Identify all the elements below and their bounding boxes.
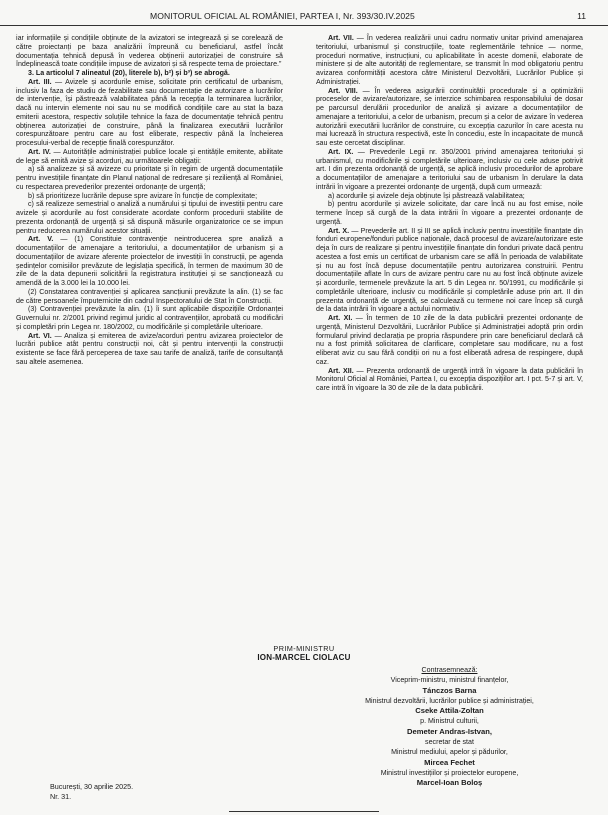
footer-divider: [229, 811, 379, 812]
paragraph: (3) Contravenției prevăzute la alin. (1) îi sunt aplicabile dispozițiile Ordonanței Guvernului nr. 2/2001 privind regimul juridic al contravențiilor, aprobată cu modificări și completări prin Legea nr. 180/2002, cu modificările și completările ulterioare.: [16, 305, 283, 331]
list-item: a) acordurile și avizele deja obținute își păstrează valabilitatea;: [328, 191, 525, 200]
article-xii: Art. XII. — Prezenta ordonanță de urgență intră în vigoare la data publicării în Monitorul Oficial al României, Partea I, cu excepția dispozițiilor art. I pct. 5-7 și art. V, care intră în vigoare la 30 de zile de la data publicării.: [316, 366, 583, 392]
article-xi: Art. XI. — În termen de 10 zile de la data publicării prezentei ordonanțe de urgență, Ministerul Dezvoltării, Lucrărilor Publice și Administrației adoptă prin ordin formularul privind declarația pe propria răspundere prin care beneficiarul declară că nu a fost primită solicitarea de clarificare, completare sau modificare, nu a fost eliberat aviz cu sau fără condiții ori nu a fost eliberată adresa de respingere, după caz.: [316, 314, 583, 366]
place-date-block: [50, 782, 133, 802]
left-column: [16, 34, 283, 367]
article-x: Art. X. — Prevederile art. II și III se aplică inclusiv pentru investițiile finanțate din fonduri europene/fonduri publice naționale, dacă procesul de avizare/autorizare este deja în curs de realizare și pentru investițiile finanțate din fonduri private dacă pentru acestea a fost emis un certificat de urbanism care se află în perioada de valabilitate și nu au fost încă depuse documentațiile pentru autorizarea construirii. Pentru documentațiile aflate în curs de avizare pentru care nu au fost încă obținute avizele și acordurile, termenele prevăzute la art. 5 din Legea nr. 50/1991, cu modificările și completările ulterioare, inclusiv cu modificările și completările aduse prin art. II din prezenta ordonanță de urgență, se calculează cu termene noi care încep să curgă de la data intrării în vigoare a actului normativ.: [316, 226, 584, 314]
amendment-point: 3. La articolul 7 alineatul (20), literele b), b²) și b³) se abrogă.: [28, 69, 230, 77]
article-vii: Art. VII. — În vederea realizării unui cadru normativ unitar privind amenajarea teritoriului, urbanismul și construcțiile, toate reglementările tehnice — norme, proceduri normative, instrucțiuni, cu aplicabilitate în aceste domenii, elaborate de ministere și de alte autorități de reglementare, se transmit în mod obligatoriu pentru avizarea conformității acestora către Ministerul Dezvoltării, Lucrărilor Publice și Administrației.: [316, 34, 583, 86]
paragraph: iar informațiile și condițiile obținute de la avizatori se integrează și se corelează de către proiectanți pe baza analizării împreună cu beneficiarul, astfel încât documentația tehnică depusă în vederea obținerii autorizației de construire să îndeplinească toate condițiile impuse de avizatori și să respecte tema de proiectare.”: [16, 34, 283, 69]
signer-role: secretar de stat: [425, 738, 474, 747]
paragraph: (2) Constatarea contravenției și aplicarea sancțiunii prevăzute la alin. (1) se fac de către persoanele împuternicite din cadrul Inspectoratului de Stat în Construcții.: [16, 287, 283, 305]
article-iv: Art. IV. — Autoritățile administrației publice locale și entitățile emitente, abilitate de lege să emită avize și acorduri, au următoarele obligații:: [16, 147, 283, 165]
signer-role: Ministrul investițiilor și proiectelor europene,: [380, 768, 519, 777]
signer-name: Mircea Fechet: [424, 757, 475, 767]
article-vi: Art. VI. — Analiza și emiterea de avize/acorduri pentru avizarea proiectelor de lucrări publice atât pentru construcții noi, cât și pentru intervenții la construcții existente se face fără perceperea de taxe sau tarife de analiză, tarife de consultanță sau altele asemenea.: [16, 331, 283, 366]
article-v: Art. V. — (1) Constituie contravenție neintroducerea spre analiză a documentațiilor de amenajare a teritoriului, a documentațiilor de urbanism și a documentațiilor de avizare aferente proiectelor de investiții în construcții, pe agenda ședințelor comisiilor prevăzute de legislația specifică, în termen de maximum 30 de zile de la data depunerii solicitării la registratura instituției și se sancționează cu amendă de la 3.000 lei la 10.000 lei.: [16, 235, 283, 287]
signer-name: Demeter Andras-Istvan,: [407, 726, 492, 736]
signer-name: Cseke Attila-Zoltan: [415, 706, 484, 716]
place-date: București, 30 aprilie 2025.: [50, 782, 134, 791]
page-header: [0, 9, 608, 26]
act-number: Nr. 31.: [50, 792, 72, 801]
list-item: a) să analizeze și să avizeze cu prioritate și în regim de urgență documentațiile pentru investițiile finanțate din Planul național de redresare și reziliență al României, cu respectarea prevederilor prezentei ordonanțe de urgență;: [16, 165, 283, 191]
page-number: 11: [577, 11, 586, 21]
signer-role: Ministrul mediului, apelor și pădurilor,: [391, 748, 508, 757]
list-item: b) să prioritizeze lucrările depuse spre avizare în funcție de complexitate;: [28, 191, 258, 200]
article-iii: Art. III. — Avizele și acordurile emise, solicitate prin certificatul de urbanism, inclusiv la faza de studiu de fezabilitate sau documentație de autorizare a lucrărilor de intervenție, își păstrează valabilitatea până la recepția la terminarea lucrărilor, dacă nu intervin elemente noi sau nu se modifică condițiile care au stat la baza emiterii acestora, respectiv soluțiile tehnice la faza de documentație tehnică pentru obținerea autorizației de construire, până la finalizarea executării lucrărilor corespunzătoare pentru care au fost eliberate, respectiv până la încheierea procesului-verbal de recepție finală corespunzător.: [16, 77, 283, 147]
article-viii: Art. VIII. — În vederea asigurării continuității procedurale și a optimizării proceselor de avizare/autorizare, se interzice schimbarea responsabilului de dosar pe parcursul derulării procedurilor de analiză și avizare a documentațiilor de amenajare a teritoriului, a celor de urbanism, precum și a celor de avizare în vederea autorizării executării lucrărilor de construire, cu excepția cazurilor în care acesta nu mai lucrează în structura respectivă, este în concediu, este în incapacitate de muncă sau este cercetat disciplinar.: [316, 86, 583, 147]
signer-role: Ministrul dezvoltării, lucrărilor publice și administrației,: [365, 696, 534, 705]
signer-name: Marcel-Ioan Boloș: [416, 778, 483, 788]
gazette-title: MONITORUL OFICIAL AL ROMÂNIEI, PARTEA I, Nr. 393/30.IV.2025: [150, 11, 415, 21]
article-ix: Art. IX. — Prevederile Legii nr. 350/2001 privind amenajarea teritoriului și urbanismul, cu modificările și completările ulterioare, inclusiv cu cele aduse potrivit art. I din prezenta ordonanță de urgență, se aplică inclusiv procedurilor de aprobare a documentațiilor de amenajare a teritoriului sau de urbanism în derulare la data intrării în vigoare a prezentei ordonanțe de urgență, după cum urmează:: [316, 147, 583, 191]
countersign-heading: Contrasemnează:: [421, 666, 478, 674]
list-item: b) pentru acordurile și avizele solicitate, dar care încă nu au fost emise, noile termene încep să curgă de la data intrării în vigoare a prezentei ordonanțe de urgență.: [316, 200, 583, 226]
signer-role: p. Ministrul culturii,: [420, 717, 479, 726]
countersign-list: [316, 665, 583, 789]
right-column: [316, 34, 583, 393]
signer-role: Viceprim-ministru, ministrul finanțelor,: [390, 676, 509, 685]
signer-name: Tánczos Barna: [422, 685, 477, 695]
list-item: c) să realizeze semestrial o analiză a numărului și tipului de investiții pentru care avizele și acordurile au fost considerate acordate conform procedurii stabilite de prezenta ordonanță de urgență și să dispună măsurile organizatorice ce se impun pentru reducerea numărului acestor situații.: [16, 200, 283, 235]
pm-name: ION-MARCEL CIOLACU: [257, 653, 351, 662]
pm-title: PRIM-MINISTRU: [273, 644, 335, 653]
